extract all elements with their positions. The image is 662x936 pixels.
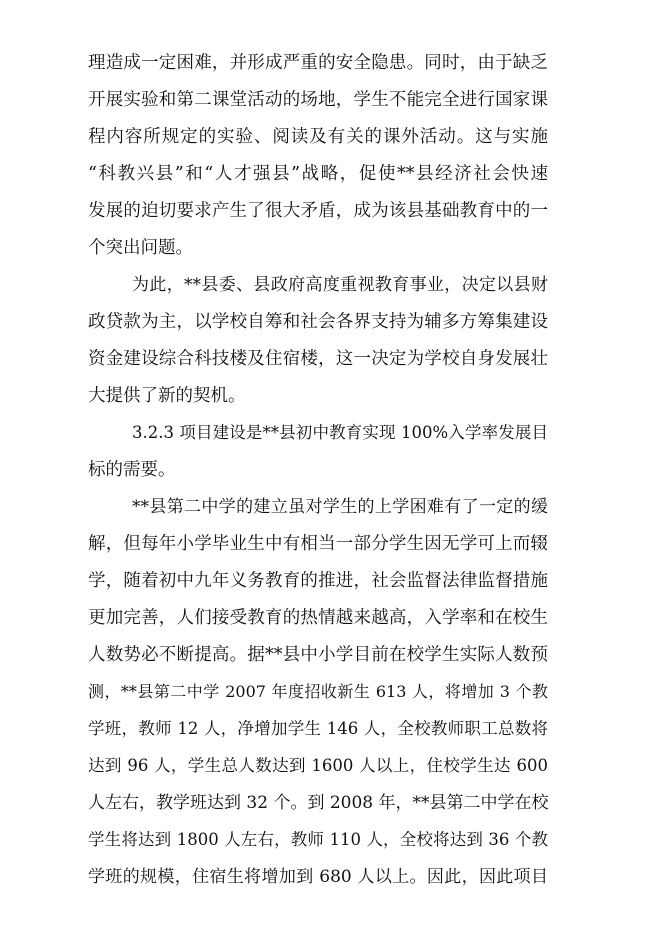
text-line: 发展的迫切要求产生了很大矛盾，成为该县基础教育中的一 bbox=[88, 201, 548, 221]
text-line: 个突出问题。 bbox=[88, 238, 193, 258]
text-line: “科教兴县”和“人才强县”战略，促使**县经济社会快速 bbox=[88, 164, 548, 184]
text-line: 开展实验和第二课堂活动的场地，学生不能完全进行国家课 bbox=[88, 90, 548, 110]
section-heading-line: 标的需要。 bbox=[88, 460, 176, 480]
text-line: 为此，**县委、县政府高度重视教育事业，决定以县财 bbox=[132, 275, 548, 295]
text-line: 达到 96 人，学生总人数达到 1600 人以上，住校学生达 600 bbox=[88, 756, 548, 775]
text-line: 学班，教师 12 人，净增加学生 146 人，全校教师职工总数将 bbox=[88, 719, 548, 738]
text-line: 大提供了新的契机。 bbox=[88, 386, 246, 406]
section-heading-line: 3.2.3 项目建设是**县初中教育实现 100%入学率发展目 bbox=[132, 423, 548, 442]
text-line: 人数势必不断提高。据**县中小学目前在校学生实际人数预 bbox=[88, 645, 548, 665]
text-line: 测，**县第二中学 2007 年度招收新生 613 人，将增加 3 个教 bbox=[88, 682, 548, 701]
text-line: 更加完善，人们接受教育的热情越来越高，入学率和在校生 bbox=[88, 608, 548, 628]
text-line: 理造成一定困难，并形成严重的安全隐患。同时，由于缺乏 bbox=[88, 53, 548, 73]
text-line: 政贷款为主，以学校自筹和社会各界支持为辅多方筹集建设 bbox=[88, 312, 548, 332]
text-line: 学生将达到 1800 人左右，教师 110 人，全校将达到 36 个教 bbox=[88, 830, 548, 849]
text-line: 解，但每年小学毕业生中有相当一部分学生因无学可上而辍 bbox=[88, 534, 548, 554]
text-line: **县第二中学的建立虽对学生的上学困难有了一定的缓 bbox=[132, 497, 548, 517]
text-line: 程内容所规定的实验、阅读及有关的课外活动。这与实施 bbox=[88, 127, 548, 147]
text-line: 学，随着初中九年义务教育的推进，社会监督法律监督措施 bbox=[88, 571, 548, 591]
text-line: 资金建设综合科技楼及住宿楼，这一决定为学校自身发展壮 bbox=[88, 349, 548, 369]
text-line: 学班的规模，住宿生将增加到 680 人以上。因此，因此项目 bbox=[88, 867, 548, 887]
text-line: 人左右，教学班达到 32 个。到 2008 年，**县第二中学在校 bbox=[88, 793, 549, 813]
